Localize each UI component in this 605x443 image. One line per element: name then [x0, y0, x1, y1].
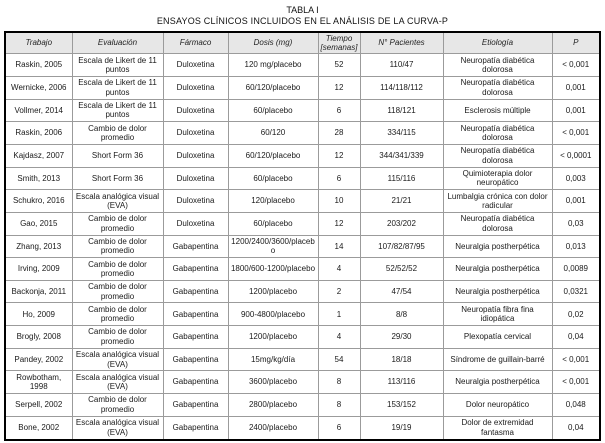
table-cell: 0,013 — [552, 235, 600, 258]
table-cell: Cambio de dolor promedio — [72, 258, 163, 281]
table-cell: Cambio de dolor promedio — [72, 235, 163, 258]
column-header: Fármaco — [163, 32, 228, 54]
table-cell: Duloxetina — [163, 99, 228, 122]
table-cell: 203/202 — [360, 212, 443, 235]
table-cell: 52/52/52 — [360, 258, 443, 281]
table-row — [5, 144, 600, 167]
table-cell: 8 — [318, 371, 360, 394]
table-cell: 10 — [318, 190, 360, 213]
table-cell: 4 — [318, 258, 360, 281]
table-cell: 4 — [318, 326, 360, 349]
table-cell: 6 — [318, 167, 360, 190]
table-cell: 1200/placebo — [228, 280, 318, 303]
table-cell: Smith, 2013 — [5, 167, 72, 190]
table-cell: 52 — [318, 54, 360, 77]
table-cell: 0,0089 — [552, 258, 600, 281]
table-cell: Esclerosis múltiple — [443, 99, 552, 122]
table-cell: Neuropatía diabética dolorosa — [443, 212, 552, 235]
table-cell: Neuralgia postherpética — [443, 280, 552, 303]
table-header — [5, 32, 600, 54]
table-cell: 110/47 — [360, 54, 443, 77]
column-header: P — [552, 32, 600, 54]
table-row — [5, 371, 600, 394]
table-cell: Duloxetina — [163, 77, 228, 100]
table-cell: Neuropatía diabética dolorosa — [443, 77, 552, 100]
table-cell: 8 — [318, 393, 360, 416]
table-cell: < 0,001 — [552, 54, 600, 77]
table-cell: 6 — [318, 99, 360, 122]
clinical-trials-table — [4, 31, 601, 441]
table-cell: 118/121 — [360, 99, 443, 122]
table-cell: 120 mg/placebo — [228, 54, 318, 77]
table-cell: 3600/placebo — [228, 371, 318, 394]
table-cell: Neuralgia postherpética — [443, 258, 552, 281]
table-cell: 0,02 — [552, 303, 600, 326]
table-cell: 12 — [318, 77, 360, 100]
table-cell: Duloxetina — [163, 54, 228, 77]
table-row — [5, 54, 600, 77]
table-cell: 60/placebo — [228, 212, 318, 235]
table-cell: 60/placebo — [228, 99, 318, 122]
table-cell: Escala de Likert de 11 puntos — [72, 54, 163, 77]
column-header: Trabajo — [5, 32, 72, 54]
table-cell: Duloxetina — [163, 144, 228, 167]
table-cell: 12 — [318, 144, 360, 167]
table-caption — [0, 5, 605, 28]
table-cell: Síndrome de guillain-barré — [443, 348, 552, 371]
table-cell: Duloxetina — [163, 167, 228, 190]
table-row — [5, 258, 600, 281]
table-cell: 334/115 — [360, 122, 443, 145]
table-body — [5, 54, 600, 440]
table-cell: Brogly, 2008 — [5, 326, 72, 349]
table-cell: Raskin, 2005 — [5, 54, 72, 77]
table-cell: Irving, 2009 — [5, 258, 72, 281]
table-title: ENSAYOS CLÍNICOS INCLUIDOS EN EL ANÁLISIS DE LA CURVA-P — [156, 16, 449, 27]
table-cell: Gabapentina — [163, 348, 228, 371]
header-row — [5, 32, 600, 54]
table-cell: 114/118/112 — [360, 77, 443, 100]
table-row — [5, 167, 600, 190]
table-cell: 60/120/placebo — [228, 144, 318, 167]
table-cell: Cambio de dolor promedio — [72, 122, 163, 145]
table-cell: 2 — [318, 280, 360, 303]
table-cell: Duloxetina — [163, 212, 228, 235]
table-cell: Neuropatía diabética dolorosa — [443, 122, 552, 145]
table-cell: Gabapentina — [163, 258, 228, 281]
table-cell: 1200/2400/3600/placebo — [228, 235, 318, 258]
table-row — [5, 122, 600, 145]
table-cell: Neuralgia postherpética — [443, 235, 552, 258]
table-cell: Escala analógica visual (EVA) — [72, 348, 163, 371]
table-cell: 21/21 — [360, 190, 443, 213]
table-cell: 14 — [318, 235, 360, 258]
table-row — [5, 416, 600, 439]
table-cell: 2800/placebo — [228, 393, 318, 416]
table-cell: < 0,0001 — [552, 144, 600, 167]
table-cell: Gabapentina — [163, 371, 228, 394]
table-cell: Quimioterapia dolor neuropático — [443, 167, 552, 190]
table-cell: 0,0321 — [552, 280, 600, 303]
table-cell: Cambio de dolor promedio — [72, 303, 163, 326]
table-cell: 1 — [318, 303, 360, 326]
column-header: Dosis (mg) — [228, 32, 318, 54]
table-cell: Short Form 36 — [72, 167, 163, 190]
table-cell: 19/19 — [360, 416, 443, 439]
table-cell: Neuropatía diabética dolorosa — [443, 144, 552, 167]
table-cell: Dolor neuropático — [443, 393, 552, 416]
table-cell: Kajdasz, 2007 — [5, 144, 72, 167]
table-cell: Escala analógica visual (EVA) — [72, 371, 163, 394]
table-cell: 120/placebo — [228, 190, 318, 213]
table-cell: 8/8 — [360, 303, 443, 326]
table-cell: Zhang, 2013 — [5, 235, 72, 258]
table-cell: Neuropatía diabética dolorosa — [443, 54, 552, 77]
table-cell: 0,04 — [552, 416, 600, 439]
table-row — [5, 99, 600, 122]
table-cell: Escala de Likert de 11 puntos — [72, 77, 163, 100]
table-cell: 344/341/339 — [360, 144, 443, 167]
table-cell: 113/116 — [360, 371, 443, 394]
table-cell: Cambio de dolor promedio — [72, 280, 163, 303]
table-cell: Cambio de dolor promedio — [72, 393, 163, 416]
table-cell: Rowbotham, 1998 — [5, 371, 72, 394]
table-cell: Dolor de extremidad fantasma — [443, 416, 552, 439]
table-cell: 15mg/kg/día — [228, 348, 318, 371]
table-cell: Gabapentina — [163, 280, 228, 303]
column-header: Evaluación — [72, 32, 163, 54]
table-cell: Backonja, 2011 — [5, 280, 72, 303]
column-header: Tiempo [semanas] — [318, 32, 360, 54]
table-cell: 18/18 — [360, 348, 443, 371]
table-cell: 1200/placebo — [228, 326, 318, 349]
table-cell: Gao, 2015 — [5, 212, 72, 235]
table-cell: Escala de Likert de 11 puntos — [72, 99, 163, 122]
table-cell: Gabapentina — [163, 303, 228, 326]
table-cell: Cambio de dolor promedio — [72, 212, 163, 235]
table-cell: 60/120 — [228, 122, 318, 145]
table-cell: Vollmer, 2014 — [5, 99, 72, 122]
table-cell: 115/116 — [360, 167, 443, 190]
table-cell: 12 — [318, 212, 360, 235]
table-row — [5, 190, 600, 213]
table-cell: 29/30 — [360, 326, 443, 349]
table-cell: Cambio de dolor promedio — [72, 326, 163, 349]
table-cell: 1800/600-1200/placebo — [228, 258, 318, 281]
table-row — [5, 393, 600, 416]
table-row — [5, 348, 600, 371]
table-cell: 153/152 — [360, 393, 443, 416]
table-cell: 54 — [318, 348, 360, 371]
table-cell: Serpell, 2002 — [5, 393, 72, 416]
table-cell: Raskin, 2006 — [5, 122, 72, 145]
table-cell: 0,048 — [552, 393, 600, 416]
table-cell: Duloxetina — [163, 122, 228, 145]
table-cell: 28 — [318, 122, 360, 145]
table-cell: 47/54 — [360, 280, 443, 303]
table-cell: Gabapentina — [163, 326, 228, 349]
table-cell: 107/82/87/95 — [360, 235, 443, 258]
table-cell: Bone, 2002 — [5, 416, 72, 439]
table-cell: < 0,001 — [552, 371, 600, 394]
table-cell: Neuropatía fibra fina idiopática — [443, 303, 552, 326]
table-cell: 0,04 — [552, 326, 600, 349]
table-cell: 60/placebo — [228, 167, 318, 190]
table-cell: 900-4800/placebo — [228, 303, 318, 326]
table-cell: Neuralgia postherpética — [443, 371, 552, 394]
table-cell: Schukro, 2016 — [5, 190, 72, 213]
table-cell: 2400/placebo — [228, 416, 318, 439]
table-cell: Short Form 36 — [72, 144, 163, 167]
table-cell: Pandey, 2002 — [5, 348, 72, 371]
table-row — [5, 280, 600, 303]
table-cell: 6 — [318, 416, 360, 439]
table-cell: Escala analógica visual (EVA) — [72, 190, 163, 213]
table-row — [5, 235, 600, 258]
table-row — [5, 303, 600, 326]
table-number: TABLA I — [286, 5, 319, 15]
table-cell: 0,001 — [552, 190, 600, 213]
table-row — [5, 326, 600, 349]
table-cell: Ho, 2009 — [5, 303, 72, 326]
column-header: Etiología — [443, 32, 552, 54]
table-cell: < 0,001 — [552, 122, 600, 145]
table-cell: 0,001 — [552, 77, 600, 100]
table-cell: Gabapentina — [163, 393, 228, 416]
table-row — [5, 212, 600, 235]
table-cell: 60/120/placebo — [228, 77, 318, 100]
table-cell: Wernicke, 2006 — [5, 77, 72, 100]
table-row — [5, 77, 600, 100]
column-header: N° Pacientes — [360, 32, 443, 54]
table-cell: Gabapentina — [163, 235, 228, 258]
table-cell: Duloxetina — [163, 190, 228, 213]
table-cell: Gabapentina — [163, 416, 228, 439]
table-cell: 0,003 — [552, 167, 600, 190]
table-cell: Escala analógica visual (EVA) — [72, 416, 163, 439]
table-cell: 0,03 — [552, 212, 600, 235]
table-cell: Lumbalgia crónica con dolor radicular — [443, 190, 552, 213]
table-cell: < 0,001 — [552, 348, 600, 371]
table-cell: Plexopatía cervical — [443, 326, 552, 349]
table-cell: 0,001 — [552, 99, 600, 122]
